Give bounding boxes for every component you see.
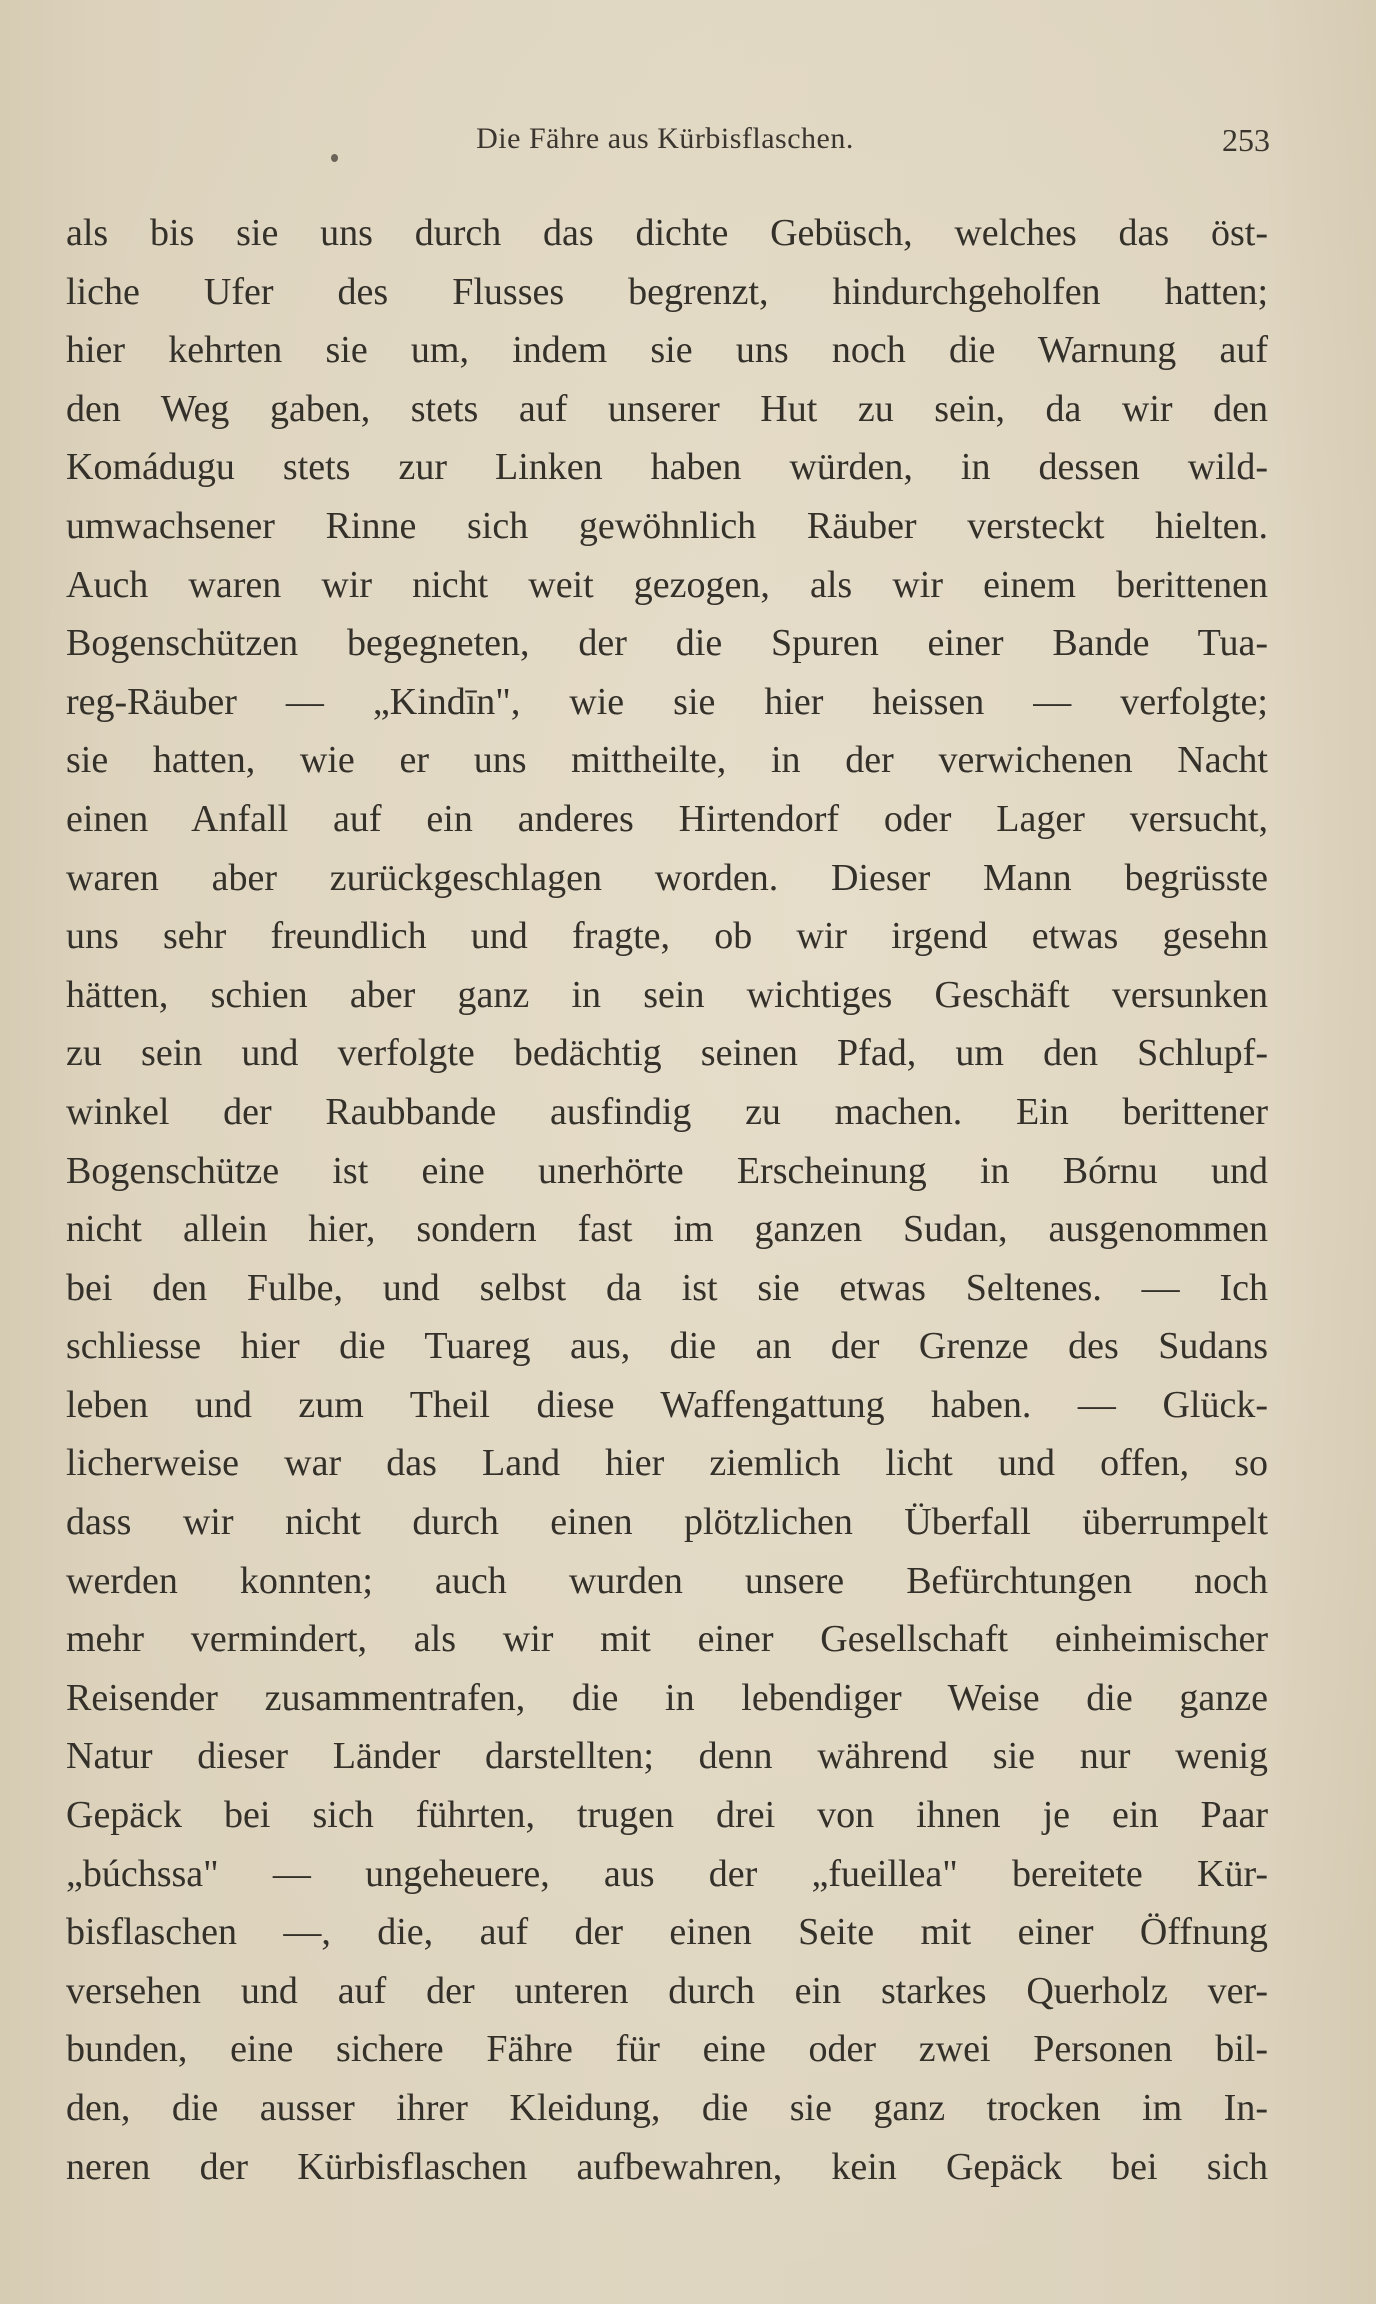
- text-line: Bogenschützen begegneten, der die Spuren einer Bande Tua-: [66, 622, 1268, 665]
- text-line: waren aber zurückgeschlagen worden. Dieser Mann begrüsste: [66, 856, 1268, 899]
- text-line: neren der Kürbisflaschen aufbewahren, kein Gepäck bei sich: [66, 2145, 1268, 2188]
- running-head: [60, 122, 1270, 170]
- text-line: Auch waren wir nicht weit gezogen, als wir einem berittenen: [66, 563, 1268, 606]
- text-line: Gepäck bei sich führten, trugen drei von ihnen je ein Paar: [66, 1794, 1268, 1837]
- text-line: hier kehrten sie um, indem sie uns noch die Warnung auf: [66, 329, 1268, 372]
- text-line: liche Ufer des Flusses begrenzt, hindurchgeholfen hatten;: [66, 270, 1268, 313]
- text-line: als bis sie uns durch das dichte Gebüsch, welches das öst-: [66, 212, 1268, 254]
- text-line: den, die ausser ihrer Kleidung, die sie ganz trocken im In-: [66, 2087, 1268, 2129]
- text-line: bunden, eine sichere Fähre für eine oder zwei Personen bil-: [66, 2028, 1268, 2071]
- text-line: Reisender zusammentrafen, die in lebendiger Weise die ganze: [66, 1676, 1268, 1719]
- text-line: mehr vermindert, als wir mit einer Gesellschaft einheimischer: [66, 1618, 1268, 1661]
- text-line: versehen und auf der unteren durch ein starkes Querholz ver-: [66, 1969, 1268, 2012]
- text-line: bisflaschen —, die, auf der einen Seite mit einer Öffnung: [66, 1911, 1268, 1954]
- text-line: schliesse hier die Tuareg aus, die an der Grenze des Sudans: [66, 1325, 1268, 1368]
- text-line: nicht allein hier, sondern fast im ganzen Sudan, ausgenommen: [66, 1208, 1268, 1251]
- text-line: einen Anfall auf ein anderes Hirtendorf oder Lager versucht,: [66, 797, 1268, 840]
- text-line: leben und zum Theil diese Waffengattung haben. — Glück-: [66, 1383, 1268, 1426]
- text-line: Natur dieser Länder darstellten; denn während sie nur wenig: [66, 1735, 1268, 1778]
- body-text: [66, 204, 1268, 2196]
- page-number: 253: [1222, 122, 1270, 158]
- text-line: reg-Räuber — „Kindīn", wie sie hier heissen — verfolgte;: [66, 680, 1268, 723]
- text-line: winkel der Raubbande ausfindig zu machen. Ein berittener: [66, 1090, 1268, 1133]
- text-line: licherweise war das Land hier ziemlich licht und offen, so: [66, 1442, 1268, 1485]
- text-line: umwachsener Rinne sich gewöhnlich Räuber versteckt hielten.: [66, 504, 1268, 547]
- text-line: zu sein und verfolgte bedächtig seinen Pfad, um den Schlupf-: [66, 1032, 1268, 1075]
- running-title: Die Fähre aus Kürbisflaschen.: [476, 122, 854, 155]
- text-line: „búchssa" — ungeheuere, aus der „fueillea" bereitete Kür-: [66, 1852, 1268, 1895]
- text-line: sie hatten, wie er uns mittheilte, in der verwichenen Nacht: [66, 739, 1268, 782]
- text-line: uns sehr freundlich und fragte, ob wir irgend etwas gesehn: [66, 915, 1268, 958]
- text-line: den Weg gaben, stets auf unserer Hut zu sein, da wir den: [66, 387, 1268, 430]
- text-line: bei den Fulbe, und selbst da ist sie etwas Seltenes. — Ich: [66, 1266, 1268, 1309]
- text-line: Bogenschütze ist eine unerhörte Erscheinung in Bórnu und: [66, 1149, 1268, 1192]
- text-line: dass wir nicht durch einen plötzlichen Überfall überrumpelt: [66, 1501, 1268, 1544]
- text-line: Komádugu stets zur Linken haben würden, in dessen wild-: [66, 446, 1268, 489]
- text-line: hätten, schien aber ganz in sein wichtiges Geschäft versunken: [66, 973, 1268, 1016]
- text-line: werden konnten; auch wurden unsere Befürchtungen noch: [66, 1559, 1268, 1602]
- ink-dot: [331, 154, 338, 162]
